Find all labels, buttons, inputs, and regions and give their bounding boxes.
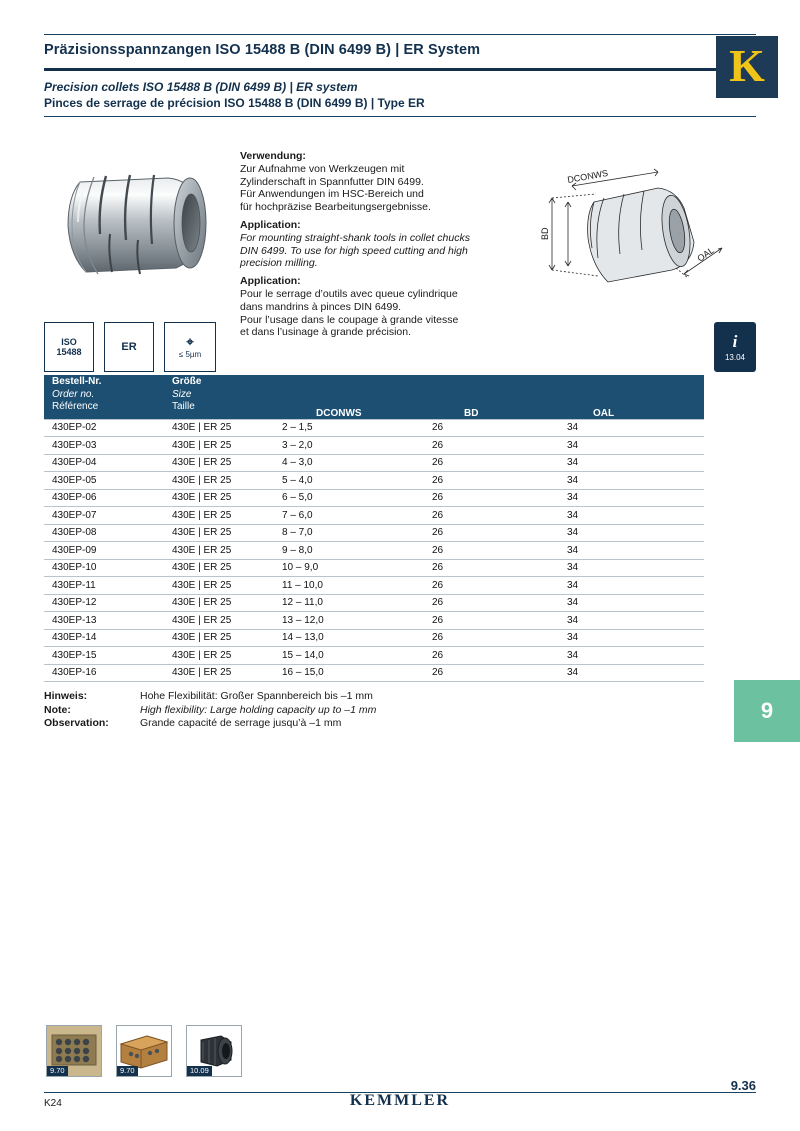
cell-dconws: 12 – 11,0	[274, 594, 424, 612]
table-row[interactable]	[44, 419, 704, 437]
cell-dconws: 13 – 12,0	[274, 612, 424, 630]
iso-standard-icon	[44, 322, 94, 372]
col-header-size	[164, 375, 274, 419]
product-table-wrapper	[44, 375, 704, 682]
cell-oal: 34	[559, 524, 704, 542]
cell-order-no: 430EP-06	[44, 489, 164, 507]
footer-page-number: 9.36	[730, 1078, 756, 1093]
cell-dconws: 3 – 2,0	[274, 437, 424, 455]
col-header-order-no	[44, 375, 164, 419]
usage-fr-heading: Application:	[240, 275, 301, 288]
iso-line-2: 15488	[56, 347, 82, 357]
cell-bd: 26	[424, 542, 559, 560]
cell-bd: 26	[424, 437, 559, 455]
usage-de	[240, 150, 498, 214]
col-header-size-en: Size	[172, 388, 192, 400]
chapter-tab[interactable]	[734, 680, 800, 742]
iso-line-1: ISO	[61, 336, 77, 347]
cell-order-no: 430EP-09	[44, 542, 164, 560]
technical-drawing	[508, 150, 758, 300]
cell-bd: 26	[424, 507, 559, 525]
standards-icon-strip	[44, 322, 756, 374]
cell-order-no: 430EP-03	[44, 437, 164, 455]
tolerance-icon	[164, 322, 216, 372]
cell-size: 430E | ER 25	[164, 577, 274, 595]
cell-oal: 34	[559, 559, 704, 577]
thumbnail-caption: 9.70	[47, 1066, 68, 1076]
logo-letter: K	[729, 40, 765, 91]
cell-oal: 34	[559, 472, 704, 490]
cell-dconws: 2 – 1,5	[274, 419, 424, 437]
cell-order-no: 430EP-02	[44, 419, 164, 437]
cell-dconws: 15 – 14,0	[274, 647, 424, 665]
cell-dconws: 4 – 3,0	[274, 454, 424, 472]
chapter-number: 9	[760, 698, 774, 723]
cell-dconws: 14 – 13,0	[274, 629, 424, 647]
cell-size: 430E | ER 25	[164, 419, 274, 437]
cell-oal: 34	[559, 594, 704, 612]
col-header-size-fr: Taille	[172, 401, 195, 412]
page-subtitle-fr: Pinces de serrage de précision ISO 15488 B (DIN 6499 B) | Type ER	[44, 96, 425, 110]
cell-bd: 26	[424, 489, 559, 507]
cell-order-no: 430EP-15	[44, 647, 164, 665]
usage-de-heading: Verwendung:	[240, 150, 306, 162]
note-row-de	[44, 690, 604, 704]
cell-bd: 26	[424, 524, 559, 542]
col-header-oal: OAL	[559, 375, 704, 419]
cell-order-no: 430EP-12	[44, 594, 164, 612]
col-header-order-fr: Référence	[52, 401, 99, 412]
thumbnail-clamping-nut[interactable]	[186, 1025, 242, 1077]
usage-de-line-2: Für Anwendungen im HSC-Bereich und	[240, 188, 424, 201]
col-header-size-de: Größe	[172, 376, 202, 387]
drawing-label-dconws: DCONWS	[566, 168, 609, 185]
brand-logo	[716, 36, 778, 98]
cell-bd: 26	[424, 647, 559, 665]
note-text-fr: Grande capacité de serrage jusqu’à –1 mm	[140, 717, 342, 730]
cell-bd: 26	[424, 472, 559, 490]
cell-order-no: 430EP-04	[44, 454, 164, 472]
usage-de-line-3: für hochpräzise Bearbeitungsergebnisse.	[240, 201, 431, 214]
thumbnail-wooden-case[interactable]	[116, 1025, 172, 1077]
usage-fr-line-2: Pour l’usage dans le coupage à grande vitesse	[240, 313, 459, 326]
usage-en-line-0: For mounting straight-shank tools in collet chucks	[240, 231, 470, 244]
note-label-en: Note:	[44, 703, 71, 716]
tolerance-label: ≤ 5µm	[178, 349, 202, 359]
cell-bd: 26	[424, 454, 559, 472]
note-text-de: Hohe Flexibilität: Großer Spannbereich bis –1 mm	[140, 690, 373, 702]
usage-fr-line-1: dans mandrins à pinces DIN 6499.	[240, 300, 402, 313]
table-row[interactable]	[44, 647, 704, 665]
cell-dconws: 6 – 5,0	[274, 489, 424, 507]
table-row[interactable]	[44, 559, 704, 577]
table-row[interactable]	[44, 612, 704, 630]
product-table	[44, 375, 704, 682]
table-row[interactable]	[44, 542, 704, 560]
info-icon: i	[732, 331, 738, 351]
cell-oal: 34	[559, 489, 704, 507]
table-row[interactable]	[44, 454, 704, 472]
cell-oal: 34	[559, 612, 704, 630]
footer-code: K24	[44, 1098, 62, 1109]
cell-bd: 26	[424, 419, 559, 437]
cell-dconws: 16 – 15,0	[274, 664, 424, 682]
product-photo-collet	[50, 160, 226, 292]
cell-dconws: 9 – 8,0	[274, 542, 424, 560]
page-subtitle-en: Precision collets ISO 15488 B (DIN 6499 B) | ER system	[44, 80, 358, 94]
note-label-de: Hinweis:	[44, 690, 88, 702]
info-reference-number: 13.04	[724, 352, 746, 362]
table-row[interactable]	[44, 577, 704, 595]
cell-size: 430E | ER 25	[164, 629, 274, 647]
info-badge[interactable]	[714, 322, 756, 372]
cell-dconws: 11 – 10,0	[274, 577, 424, 595]
header-mid-rule	[44, 68, 756, 71]
cell-dconws: 10 – 9,0	[274, 559, 424, 577]
drawing-label-oal: OAL	[695, 245, 716, 264]
cell-size: 430E | ER 25	[164, 507, 274, 525]
note-label-fr: Observation:	[44, 717, 109, 730]
cell-size: 430E | ER 25	[164, 437, 274, 455]
cell-size: 430E | ER 25	[164, 472, 274, 490]
drawing-label-bd: BD	[540, 227, 550, 240]
thumbnail-caption: 9.70	[117, 1066, 138, 1076]
cell-bd: 26	[424, 629, 559, 647]
cell-bd: 26	[424, 577, 559, 595]
cell-order-no: 430EP-11	[44, 577, 164, 595]
cell-dconws: 8 – 7,0	[274, 524, 424, 542]
er-system-icon	[104, 322, 154, 372]
note-text-en: High flexibility: Large holding capacity up to –1 mm	[140, 703, 377, 716]
cell-oal: 34	[559, 437, 704, 455]
cell-bd: 26	[424, 664, 559, 682]
cell-size: 430E | ER 25	[164, 664, 274, 682]
thumbnail-collet-set[interactable]	[46, 1025, 102, 1077]
cell-oal: 34	[559, 542, 704, 560]
usage-en-line-2: precision milling.	[240, 257, 318, 270]
col-header-dconws: DCONWS	[274, 375, 424, 419]
header-bottom-rule	[44, 116, 756, 117]
usage-en-heading: Application:	[240, 218, 301, 231]
cell-size: 430E | ER 25	[164, 524, 274, 542]
usage-de-line-0: Zur Aufnahme von Werkzeugen mit	[240, 162, 405, 175]
footer-brand: KEMMLER	[349, 1092, 451, 1109]
cell-size: 430E | ER 25	[164, 489, 274, 507]
table-head	[44, 375, 704, 419]
cell-bd: 26	[424, 612, 559, 630]
usage-en-line-1: DIN 6499. To use for high speed cutting and high	[240, 244, 468, 257]
cell-size: 430E | ER 25	[164, 454, 274, 472]
table-row[interactable]	[44, 629, 704, 647]
cell-size: 430E | ER 25	[164, 594, 274, 612]
table-row[interactable]	[44, 594, 704, 612]
usage-en	[240, 219, 498, 270]
thumbnail-caption: 10.09	[187, 1066, 212, 1076]
note-block	[44, 690, 604, 731]
cell-order-no: 430EP-05	[44, 472, 164, 490]
er-label: ER	[121, 340, 137, 353]
cell-order-no: 430EP-08	[44, 524, 164, 542]
cell-size: 430E | ER 25	[164, 612, 274, 630]
runout-symbol-icon: ⌖	[186, 333, 194, 349]
col-header-bd: BD	[424, 375, 559, 419]
cell-oal: 34	[559, 664, 704, 682]
cell-dconws: 5 – 4,0	[274, 472, 424, 490]
table-row[interactable]	[44, 437, 704, 455]
table-row[interactable]	[44, 472, 704, 490]
cell-oal: 34	[559, 629, 704, 647]
table-body	[44, 419, 704, 682]
cell-order-no: 430EP-10	[44, 559, 164, 577]
note-row-fr	[44, 717, 604, 731]
cell-oal: 34	[559, 507, 704, 525]
cell-order-no: 430EP-07	[44, 507, 164, 525]
cell-dconws: 7 – 6,0	[274, 507, 424, 525]
usage-fr-line-3: et dans l’usinage à grande précision.	[240, 326, 412, 339]
cell-size: 430E | ER 25	[164, 542, 274, 560]
cell-oal: 34	[559, 647, 704, 665]
usage-de-line-1: Zylinderschaft in Spannfutter DIN 6499.	[240, 175, 424, 188]
cell-order-no: 430EP-14	[44, 629, 164, 647]
cell-order-no: 430EP-16	[44, 664, 164, 682]
cell-order-no: 430EP-13	[44, 612, 164, 630]
col-header-order-en: Order no.	[52, 388, 95, 400]
usage-description	[240, 150, 498, 339]
table-row[interactable]	[44, 489, 704, 507]
cell-bd: 26	[424, 559, 559, 577]
page-title: Präzisionsspannzangen ISO 15488 B (DIN 6499 B) | ER System	[44, 42, 481, 58]
col-header-order-de: Bestell-Nr.	[52, 376, 102, 387]
cell-oal: 34	[559, 454, 704, 472]
related-thumbnails	[46, 1025, 286, 1083]
cell-oal: 34	[559, 577, 704, 595]
usage-fr-line-0: Pour le serrage d’outils avec queue cylindrique	[240, 287, 458, 300]
table-row[interactable]	[44, 507, 704, 525]
table-header-row	[44, 375, 704, 419]
cell-size: 430E | ER 25	[164, 559, 274, 577]
cell-oal: 34	[559, 419, 704, 437]
note-row-en	[44, 704, 604, 718]
table-row[interactable]	[44, 664, 704, 682]
cell-size: 430E | ER 25	[164, 647, 274, 665]
cell-bd: 26	[424, 594, 559, 612]
header-top-rule	[44, 34, 756, 35]
table-row[interactable]	[44, 524, 704, 542]
